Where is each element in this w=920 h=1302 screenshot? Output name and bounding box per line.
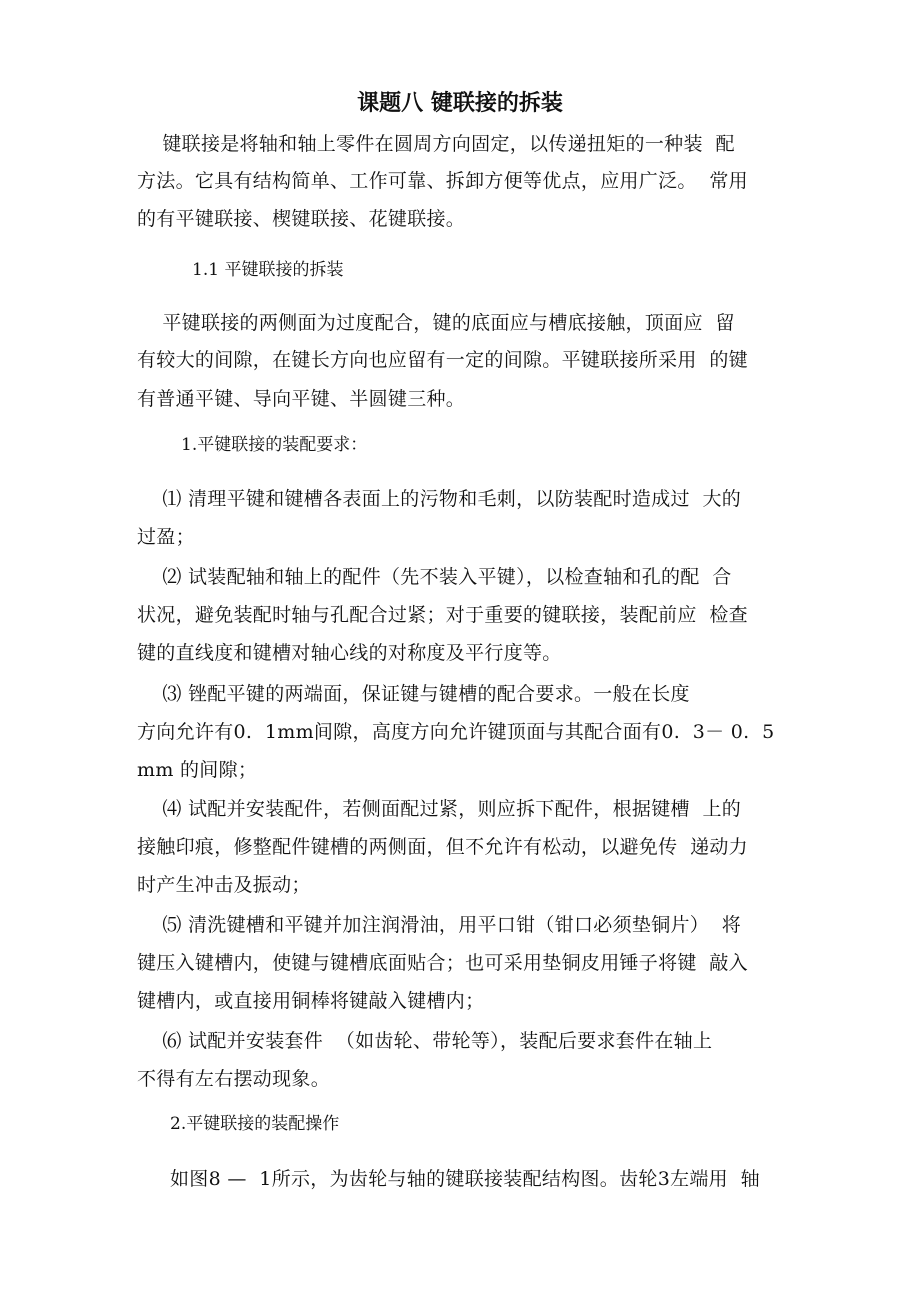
- req-item-1-line-1: ⑴ 清理平键和键槽各表面上的污物和毛刺，以防装配时造成过 大的: [137, 488, 742, 510]
- req-item-2-line-3: 键的直线度和键槽对轴心线的对称度及平行度等。: [137, 642, 562, 664]
- req-item-3-line-1: ⑶ 锉配平键的两端面，保证键与键槽的配合要求。一般在长度: [137, 683, 690, 705]
- requirements-heading: 1.平键联接的装配要求：: [181, 435, 368, 455]
- req-item-3-line-3: mm 的间隙；: [137, 759, 258, 781]
- operation-heading: 2.平键联接的装配操作: [170, 1114, 340, 1134]
- req-item-2-line-1: ⑵ 试装配轴和轴上的配件（先不装入平键），以检查轴和孔的配 合: [137, 566, 732, 588]
- req-item-3-line-2: 方向允许有0. 1mm间隙，高度方向允许键顶面与其配合面有0. 3－ 0. 5: [137, 721, 775, 743]
- req-item-4-line-3: 时产生冲击及振动；: [137, 874, 311, 896]
- req-item-4-line-1: ⑷ 试配并安装配件，若侧面配过紧，则应拆下配件，根据键槽 上的: [137, 798, 742, 820]
- req-item-5-line-1: ⑸ 清洗键槽和平键并加注润滑油，用平口钳（钳口必须垫铜片） 将: [137, 914, 742, 936]
- req-item-4-line-2: 接触印痕，修整配件键槽的两侧面，但不允许有松动，以避免传 递动力: [137, 836, 748, 858]
- section-1-1-line-2: 有较大的间隙，在键长方向也应留有一定的间隙。平键联接所采用 的键: [137, 349, 748, 371]
- req-item-6-line-1: ⑹ 试配并安装套件 （如齿轮、带轮等），装配后要求套件在轴上: [137, 1030, 713, 1052]
- req-item-5-line-3: 键槽内，或直接用铜棒将键敲入键槽内；: [137, 990, 485, 1012]
- req-item-1-line-2: 过盈；: [137, 526, 195, 548]
- intro-line-3: 的有平键联接、楔键联接、花键联接。: [137, 208, 466, 230]
- intro-line-1: 键联接是将轴和轴上零件在圆周方向固定，以传递扭矩的一种装 配: [137, 133, 735, 155]
- intro-line-2: 方法。它具有结构简单、工作可靠、拆卸方便等优点，应用广泛。 常用: [137, 170, 748, 192]
- section-1-1-line-3: 有普通平键、导向平键、半圆键三种。: [137, 388, 466, 410]
- req-item-6-line-2: 不得有左右摆动现象。: [137, 1068, 331, 1090]
- document-title: 课题八 键联接的拆装: [357, 91, 563, 116]
- req-item-5-line-2: 键压入键槽内，使键与键槽底面贴合；也可采用垫铜皮用锤子将键 敲入: [137, 952, 748, 974]
- section-1-1-line-1: 平键联接的两侧面为过度配合，键的底面应与槽底接触，顶面应 留: [137, 312, 735, 334]
- section-heading-1-1: 1.1 平键联接的拆装: [192, 260, 344, 280]
- req-item-2-line-2: 状况，避免装配时轴与孔配合过紧；对于重要的键联接，装配前应 检查: [137, 604, 748, 626]
- operation-line-1: 如图8 — 1所示，为齿轮与轴的键联接装配结构图。齿轮3左端用 轴: [170, 1168, 760, 1190]
